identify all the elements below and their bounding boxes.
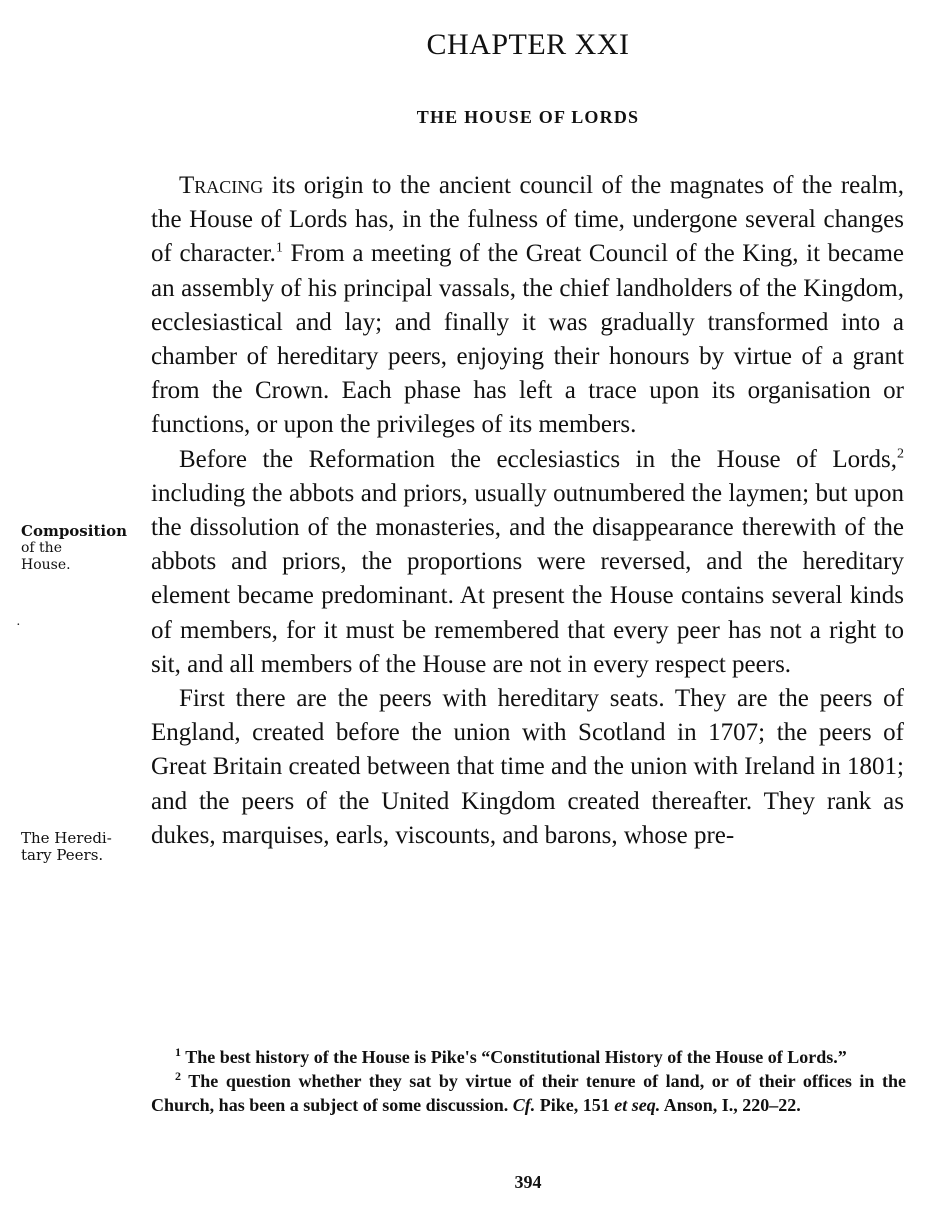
small-caps-lead: Tracing — [179, 172, 264, 199]
footnote-ref-2: 2 — [897, 446, 904, 462]
footnote-text: Anson, I., 220–22. — [660, 1095, 801, 1115]
paragraph-1 — [151, 169, 904, 443]
paragraph-2 — [151, 443, 904, 682]
paragraph-text: its origin to the ancient council of the magnates of the realm, the House of Lords has, in the fulness of time, undergone several changes of character. — [151, 172, 904, 268]
section-title: THE HOUSE OF LORDS — [416, 107, 640, 127]
footnote-text: Pike, 151 — [535, 1095, 615, 1115]
chapter-title: CHAPTER XXI — [426, 28, 630, 61]
paragraph-text: From a meeting of the Great Council of the King, it became an assembly of his principal vassals, the chief landholders of the Kingdom, ecclesiastical and lay; and finally it was gradually transformed into a chamber of hereditary peers, enjoying their honours by virtue of a grant from the Crown. Each phase has left a trace upon its organisation or functions, or upon the privileges of its members. — [151, 240, 905, 439]
footnote-mark: 1 — [175, 1045, 181, 1059]
footnote-2 — [151, 1069, 906, 1117]
margin-note-line: tary Peers. — [21, 846, 104, 864]
margin-note-composition — [21, 523, 146, 574]
body-text — [151, 169, 904, 853]
footnote-text: The best history of the House is Pike's “Constitutional History of the House of Lords.” — [185, 1047, 847, 1067]
footnote-ref-1: 1 — [275, 241, 283, 257]
page-number: 394 — [514, 1172, 542, 1192]
footnote-1 — [151, 1045, 906, 1069]
margin-note-hereditary-peers — [21, 830, 146, 864]
footnote-italic: Cf. — [512, 1095, 536, 1115]
paragraph-3: First there are the peers with hereditary seats. They are the peers of England, created before the union with Scotland in 1707; the peers of Great Britain created between that time and the union with Ireland in 1801; and the peers of the United Kingdom created thereafter. They rank as dukes, marquises, earls, viscounts, and barons, whose pre- — [151, 685, 904, 849]
paragraph-text: including the abbots and priors, usually outnumbered the laymen; but upon the dissolution of the monasteries, and the disappearance therewith of the abbots and priors, the proportions were reversed, and the hereditary element became predominant. At present the House contains several kinds of members, for it must be remembered that every peer has not a right to sit, and all members of the House are not in every respect peers. — [151, 479, 904, 678]
footnote-italic: et seq. — [614, 1095, 661, 1115]
stray-dot: · — [16, 618, 21, 633]
footnotes — [151, 1045, 906, 1117]
margin-note-line: Composition — [21, 522, 127, 540]
margin-note-line: The Heredi- — [21, 829, 112, 847]
footnote-text: The question whether they sat by virtue of their tenure of land, or of their offices in the Church, has been a subject of some discussion. — [151, 1071, 906, 1115]
margin-note-line: of the — [21, 540, 62, 556]
paragraph-text: Before the Reformation the ecclesiastics in the House of Lords, — [179, 445, 897, 473]
margin-note-line: House. — [21, 557, 71, 573]
footnote-mark: 2 — [175, 1069, 181, 1083]
